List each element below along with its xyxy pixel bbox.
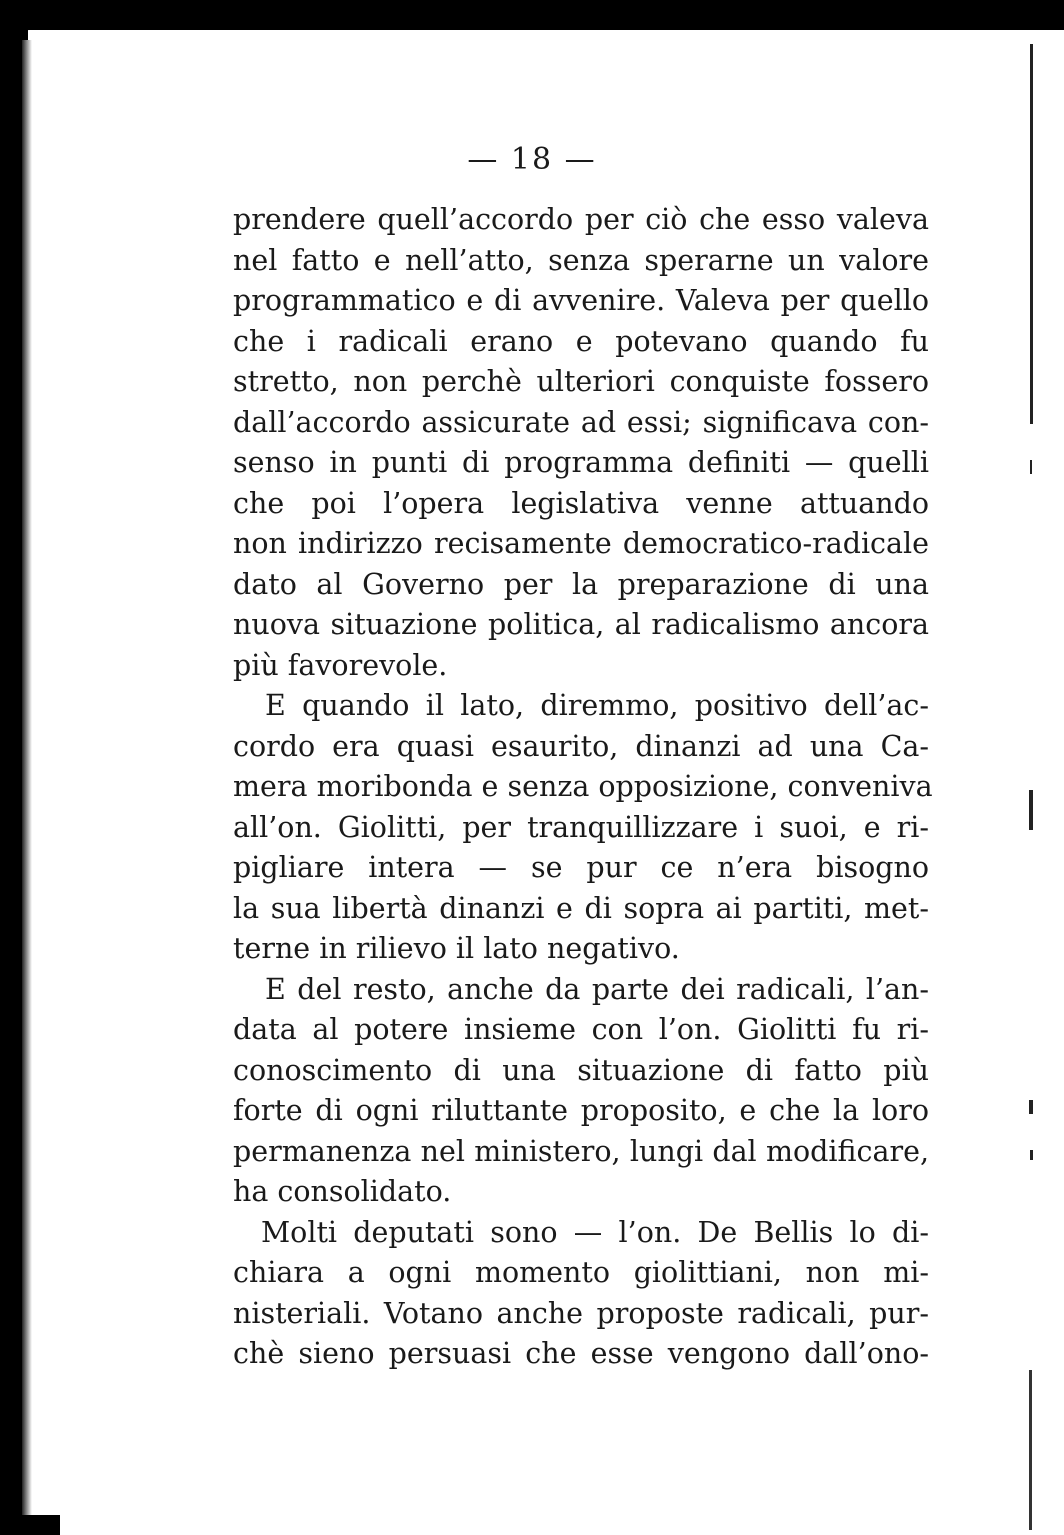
text-line: la sua libertà dinanzi e di sopra ai partiti, met- bbox=[233, 891, 929, 925]
scan-speck bbox=[1029, 1100, 1033, 1114]
text-line: pigliare intera — se pur ce n’era bisogno bbox=[233, 851, 929, 884]
scan-border-bottom bbox=[0, 1515, 60, 1535]
text-line: permanenza nel ministero, lungi dal modificare, bbox=[233, 1134, 929, 1168]
scan-border-right-lower bbox=[1029, 1370, 1032, 1530]
text-line: senso in punti di programma definiti — quelli bbox=[233, 446, 929, 479]
text-line: nuova situazione politica, al radicalismo ancora bbox=[233, 608, 929, 641]
scan-speck bbox=[1029, 790, 1033, 830]
page-number: — 18 — bbox=[467, 142, 597, 177]
text-line: che poi l’opera legislativa venne attuando bbox=[233, 486, 929, 520]
text-line: chiara a ogni momento giolittiani, non mi- bbox=[233, 1256, 929, 1289]
text-line: dato al Governo per la preparazione di una bbox=[233, 567, 929, 601]
text-line: data al potere insieme con l’on. Giolitti fu ri- bbox=[233, 1013, 929, 1046]
text-line: prendere quell’accordo per ciò che esso valeva bbox=[233, 203, 929, 236]
text-line: E quando il lato, diremmo, positivo dell’ac- bbox=[265, 689, 929, 722]
text-line: forte di ogni riluttante proposito, e che la loro bbox=[233, 1094, 929, 1127]
text-line: E del resto, anche da parte dei radicali, l’an- bbox=[265, 972, 929, 1006]
text-line: chè sieno persuasi che esse vengono dall’ono- bbox=[233, 1337, 929, 1370]
scan-speck bbox=[1030, 1150, 1033, 1160]
text-line: ha consolidato. bbox=[233, 1175, 452, 1208]
text-line: mera moribonda e senza opposizione, conveniva bbox=[233, 770, 933, 803]
text-line: non indirizzo recisamente democratico-radicale bbox=[233, 527, 929, 560]
text-line: nel fatto e nell’atto, senza sperarne un valore bbox=[233, 243, 929, 277]
scan-speck bbox=[1030, 340, 1032, 356]
text-line: nisteriali. Votano anche proposte radicali, pur- bbox=[233, 1296, 929, 1330]
text-line: terne in rilievo il lato negativo. bbox=[233, 932, 680, 965]
scan-border-curve bbox=[0, 30, 1064, 44]
body-text bbox=[233, 200, 933, 1375]
text-line: dall’accordo assicurate ad essi; significava con- bbox=[233, 405, 929, 439]
text-line: cordo era quasi esaurito, dinanzi ad una Ca- bbox=[233, 729, 929, 763]
scan-border-right bbox=[1030, 44, 1033, 424]
text-line: che i radicali erano e potevano quando fu bbox=[233, 324, 929, 358]
scan-border-left-shadow bbox=[22, 40, 32, 1520]
text-line: programmatico e di avvenire. Valeva per quello bbox=[233, 284, 929, 317]
text-line: all’on. Giolitti, per tranquillizzare i suoi, e ri- bbox=[233, 810, 929, 844]
text-line: più favorevole. bbox=[233, 648, 448, 682]
scan-speck bbox=[1030, 460, 1032, 474]
text-line: Molti deputati sono — l’on. De Bellis lo di- bbox=[261, 1215, 929, 1249]
text-line: conoscimento di una situazione di fatto più bbox=[233, 1053, 929, 1087]
text-line: stretto, non perchè ulteriori conquiste fossero bbox=[233, 365, 929, 398]
